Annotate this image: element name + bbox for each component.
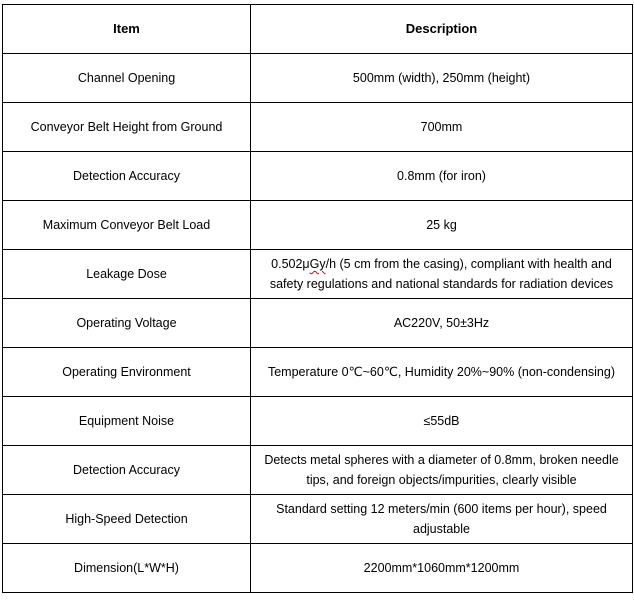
table-row [3, 495, 633, 544]
row-description: 700mm [251, 103, 633, 152]
spec-table [2, 4, 633, 593]
row-description: Standard setting 12 meters/min (600 items per hour), speed adjustable [251, 495, 633, 544]
spellcheck-flagged-word: Gy [309, 257, 326, 271]
table-row [3, 299, 633, 348]
row-item-high-speed-detection: High-Speed Detection [3, 495, 251, 544]
description-text-post: /h (5 cm from the casing), compliant with health and safety regulations and national standards for radiation devices [269, 257, 614, 291]
header-description: Description [251, 5, 633, 54]
row-description: Temperature 0℃~60℃, Humidity 20%~90% (non-condensing) [251, 348, 633, 397]
table-row [3, 446, 633, 495]
row-description: 25 kg [251, 201, 633, 250]
row-item-detection-accuracy: Detection Accuracy [3, 152, 251, 201]
table-row [3, 201, 633, 250]
row-item-belt-height: Conveyor Belt Height from Ground [3, 103, 251, 152]
row-description: 2200mm*1060mm*1200mm [251, 544, 633, 593]
row-item-equipment-noise: Equipment Noise [3, 397, 251, 446]
row-description: 0.8mm (for iron) [251, 152, 633, 201]
row-item-operating-environment: Operating Environment [3, 348, 251, 397]
row-description: AC220V, 50±3Hz [251, 299, 633, 348]
table-header-row [3, 5, 633, 54]
spec-table-container [2, 4, 633, 593]
row-item-max-belt-load: Maximum Conveyor Belt Load [3, 201, 251, 250]
row-item-channel-opening: Channel Opening [3, 54, 251, 103]
table-row [3, 397, 633, 446]
row-item-detection-accuracy-2: Detection Accuracy [3, 446, 251, 495]
header-item: Item [3, 5, 251, 54]
row-item-leakage-dose: Leakage Dose [3, 250, 251, 299]
table-row [3, 544, 633, 593]
row-description [251, 250, 633, 299]
table-row [3, 250, 633, 299]
row-description: ≤55dB [251, 397, 633, 446]
table-row [3, 103, 633, 152]
table-row [3, 54, 633, 103]
table-row [3, 152, 633, 201]
row-item-operating-voltage: Operating Voltage [3, 299, 251, 348]
row-description: Detects metal spheres with a diameter of 0.8mm, broken needle tips, and foreign objects/impurities, clearly visible [251, 446, 633, 495]
row-description: 500mm (width), 250mm (height) [251, 54, 633, 103]
description-text-pre: 0.502μ [271, 257, 310, 271]
table-row [3, 348, 633, 397]
row-item-dimension: Dimension(L*W*H) [3, 544, 251, 593]
